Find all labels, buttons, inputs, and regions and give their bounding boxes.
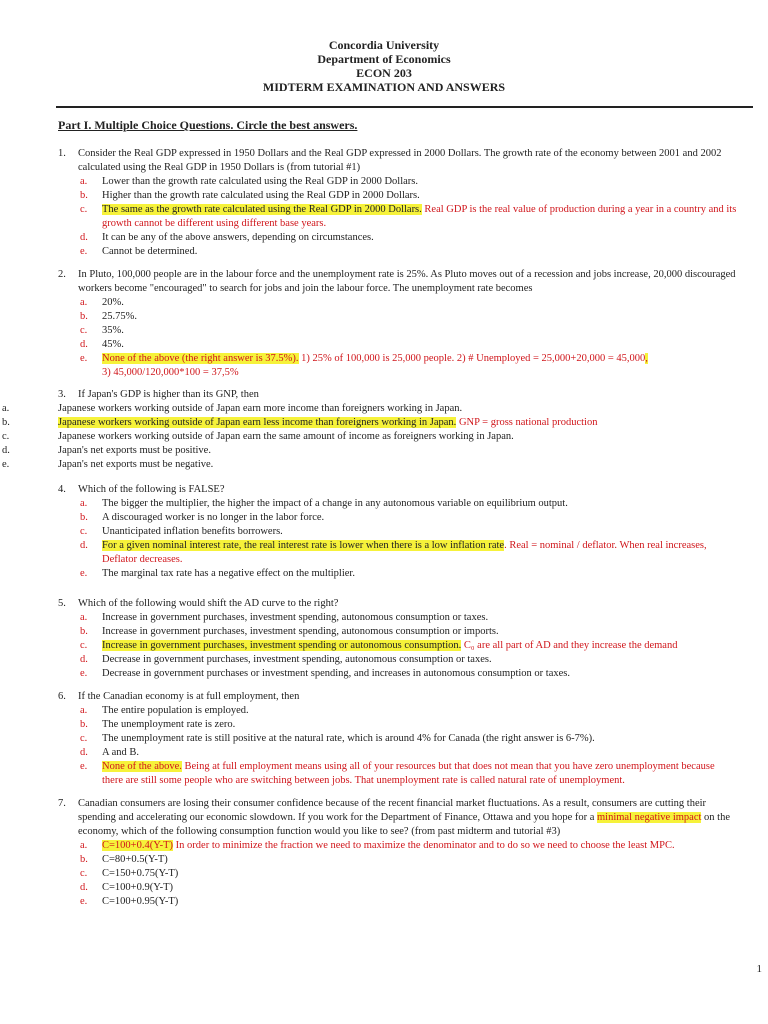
question-5: 5. Which of the following would shift the AD curve to the right? a. Increase in government purchases, investment spending, autonomous consumption or taxes. b. Increase in government purchases, investment spending, autonomous consumption or imports. c. Increase in government purchases, investment spending or autonomous consumption. C₀ are all part of AD and they increase the demand d. Decrease in government purchases, investment spending, autonomous consumption or taxes. e. Decrease in government purchases or investment spending, and increases in autonomous consumption or taxes. <box>58 597 738 681</box>
option-c: c. The unemployment rate is still positive at the natural rate, which is around 4% for Canada (the right answer is 6-7%). <box>80 733 595 744</box>
answer-note: In order to minimize the fraction we need to maximize the denominator and to do so we need to choose the least MPC. <box>173 840 675 851</box>
option-e: e. Cannot be determined. <box>80 246 198 257</box>
correct-answer-highlight: For a given nominal interest rate, the real interest rate is lower when there is a low inflation rate <box>102 540 505 551</box>
option-e-correct: e. None of the above (the right answer is 37.5%). 1) 25% of 100,000 is 25,000 people. 2) # Unemployed = 25,000+20,000 = 45,000, 3) 45,000/120,000*100 = 37,5% <box>80 353 648 378</box>
question-3: 3. If Japan's GDP is higher than its GNP, then a. Japanese workers working outside of Japan earn more income than foreigners working in Japan. b. Japanese workers working outside of Japan earn less income than foreigners working in Japan. GNP = gross national production c. Japanese workers working outside of Japan earn the same amount of income as foreigners working in Japan. d. Japan's net exports must be positive. e. Japan's net exports must be negative. <box>58 388 738 472</box>
stem-highlight: minimal negative impact <box>597 812 702 823</box>
option-b: b. Increase in government purchases, investment spending, autonomous consumption or imports. <box>80 626 499 637</box>
question-stem: In Pluto, 100,000 people are in the labour force and the unemployment rate is 25%. As Pluto moves out of a recession and jobs increase, 20,000 discouraged workers become "encouraged" to search for jobs and join the labour force. The unemployment rate becomes <box>78 269 736 294</box>
option-e-correct: e. None of the above. Being at full employment means using all of your resources but that does not mean that you have zero unemployment because there are still some people who are switching between jobs. That unemployment rate is called natural rate of unemployment. <box>80 761 715 786</box>
question-2: 2. In Pluto, 100,000 people are in the labour force and the unemployment rate is 25%. As Pluto moves out of a recession and jobs increase, 20,000 discouraged workers become "encouraged" to search for jobs and join the labour force. The unemployment rate becomes a. 20%. b. 25.75%. c. 35%. d. 45%. e. None of the above (the right answer is 37.5%). 1) 25% of 100,000 is 25,000 people. 2) # Unemployed = 25,000+20,000 = 45,000, 3) 45,000/120,000*100 = 37,5% <box>58 268 738 380</box>
course-code: ECON 203 <box>356 66 412 80</box>
correct-answer-highlight: Increase in government purchases, investment spending or autonomous consumption. <box>102 640 462 651</box>
option-d: d. 45%. <box>80 339 124 350</box>
question-stem: If the Canadian economy is at full employment, then <box>78 691 300 702</box>
option-e: e. C=100+0.95(Y-T) <box>80 896 179 907</box>
option-c-correct: c. The same as the growth rate calculated using the Real GDP in 2000 Dollars. Real GDP is the real value of production during a year in a country and its growth cannot be different using different base years. <box>80 204 737 229</box>
question-1 <box>58 147 738 259</box>
option-d-correct: d. For a given nominal interest rate, the real interest rate is lower when there is a low inflation rate. Real = nominal / deflator. When real increases, Deflator decreases. <box>80 540 707 565</box>
option-d: d. Japan's net exports must be positive. <box>2 445 211 456</box>
correct-answer-highlight: None of the above. <box>102 761 182 772</box>
answer-note: GNP = gross national production <box>456 417 598 428</box>
option-e: e. Decrease in government purchases or investment spending, and increases in autonomous consumption or taxes. <box>80 668 571 679</box>
option-c: c. Japanese workers working outside of Japan earn the same amount of income as foreigners working in Japan. <box>2 431 514 442</box>
option-a: a. 20%. <box>80 297 124 308</box>
question-6: 6. If the Canadian economy is at full employment, then a. The entire population is employed. b. The unemployment rate is zero. c. The unemployment rate is still positive at the natural rate, which is around 4% for Canada (the right answer is 6-7%). d. A and B. e. None of the above. Being at full employment means using all of your resources but that does not mean that you have zero unemployment because there are still some people who are switching between jobs. That unemployment rate is called natural rate of unemployment. <box>58 690 738 788</box>
option-b-correct: b. Japanese workers working outside of Japan earn less income than foreigners working in Japan. GNP = gross national production <box>2 417 598 428</box>
answer-note: Real GDP is the real value of production during a year in a country and its growth cannot be different using different base years. <box>102 204 737 229</box>
page-number: 1 <box>756 963 762 975</box>
option-e: e. Japan's net exports must be negative. <box>2 459 214 470</box>
option-c: c. 35%. <box>80 325 124 336</box>
answer-note: . Real = nominal / deflator. When real increases, Deflator decreases. <box>102 540 707 565</box>
answer-note-line2: 3) 45,000/120,000*100 = 37,5% <box>102 367 239 378</box>
question-number: 1. <box>58 148 66 159</box>
option-a: a. The entire population is employed. <box>80 705 249 716</box>
option-e: e. The marginal tax rate has a negative effect on the multiplier. <box>80 568 355 579</box>
option-b: b. The unemployment rate is zero. <box>80 719 236 730</box>
option-d: d. C=100+0.9(Y-T) <box>80 882 174 893</box>
question-stem: Which of the following would shift the AD curve to the right? <box>78 598 339 609</box>
option-d: d. A and B. <box>80 747 140 758</box>
option-d: d. Decrease in government purchases, investment spending, autonomous consumption or taxes. <box>80 654 492 665</box>
question-7: 7. Canadian consumers are losing their consumer confidence because of the recent financial market fluctuations. As a result, consumers are cutting their spending and accelerating our economic slowdown. If you work for the Department of Finance, Ottawa and you hope for a minimal negative impact on the economy, which of the following consumption function would you like to see? (from past midterm and tutorial #3) a. C=100+0.4(Y-T) In order to minimize the fraction we need to maximize the denominator and to do so we need to choose the least MPC. b. C=80+0.5(Y-T) c. C=150+0.75(Y-T) d. C=100+0.9(Y-T) e. C=100+0.95(Y-T) <box>58 797 738 909</box>
option-a: a. Increase in government purchases, investment spending, autonomous consumption or taxes. <box>80 612 489 623</box>
exam-title: MIDTERM EXAMINATION AND ANSWERS <box>262 80 506 94</box>
university-name: Concordia University <box>328 38 440 52</box>
question-stem: Canadian consumers are losing their consumer confidence because of the recent financial market fluctuations. As a result, consumers are cutting their spending and accelerating our economic slowdown. If you work for the Department of Finance, Ottawa and you hope for a <box>78 798 707 823</box>
question-stem: Which of the following is FALSE? <box>78 484 225 495</box>
option-a: a. Japanese workers working outside of Japan earn more income than foreigners working in Japan. <box>2 403 463 414</box>
option-c: c. Unanticipated inflation benefits borrowers. <box>80 526 283 537</box>
option-c-correct: c. Increase in government purchases, investment spending or autonomous consumption. C₀ are all part of AD and they increase the demand <box>80 640 678 651</box>
answer-note: 1) 25% of 100,000 is 25,000 people. 2) # Unemployed = 25,000+20,000 = 45,000 <box>298 353 646 364</box>
correct-answer-highlight: C=100+0.4(Y-T) <box>102 840 174 851</box>
option-b: b. A discouraged worker is no longer in the labor force. <box>80 512 325 523</box>
question-4: 4. Which of the following is FALSE? a. The bigger the multiplier, the higher the impact of a change in any autonomous variable on equilibrium output. b. A discouraged worker is no longer in the labor force. c. Unanticipated inflation benefits borrowers. d. For a given nominal interest rate, the real interest rate is lower when there is a low inflation rate. Real = nominal / deflator. When real increases, Deflator decreases. e. The marginal tax rate has a negative effect on the multiplier. <box>58 483 738 581</box>
document-header <box>0 0 768 94</box>
header-divider <box>56 106 753 108</box>
option-a: a. The bigger the multiplier, the higher the impact of a change in any autonomous variable on equilibrium output. <box>80 498 568 509</box>
department-name: Department of Economics <box>317 52 451 66</box>
correct-answer-highlight: Japanese workers working outside of Japan earn less income than foreigners working in Japan. <box>58 417 457 428</box>
question-stem: Consider the Real GDP expressed in 1950 Dollars and the Real GDP expressed in 2000 Dollars. The growth rate of the economy between 2001 and 2002 calculated using the Real GDP in 1950 Dollars is (from tutorial #1) <box>78 148 722 173</box>
option-b: b. 25.75%. <box>80 311 137 322</box>
option-b: b. Higher than the growth rate calculated using the Real GDP in 2000 Dollars. <box>80 190 420 201</box>
option-b: b. C=80+0.5(Y-T) <box>80 854 168 865</box>
answer-note: C₀ are all part of AD and they increase the demand <box>461 640 678 651</box>
option-a: a. Lower than the growth rate calculated using the Real GDP in 2000 Dollars. <box>80 176 418 187</box>
question-stem: If Japan's GDP is higher than its GNP, then <box>78 389 259 400</box>
part-title: Part I. Multiple Choice Questions. Circle the best answers. <box>58 118 358 132</box>
option-d: d. It can be any of the above answers, depending on circumstances. <box>80 232 374 243</box>
correct-answer-highlight: The same as the growth rate calculated using the Real GDP in 2000 Dollars. <box>102 204 422 215</box>
answer-note: Being at full employment means using all of your resources but that does not mean that you have zero unemployment because there are still some people who are switching between jobs. That unemployment rate is called natural rate of unemployment. <box>102 761 715 786</box>
option-a-correct: a. C=100+0.4(Y-T) In order to minimize the fraction we need to maximize the denominator and to do so we need to choose the least MPC. <box>80 840 675 851</box>
option-c: c. C=150+0.75(Y-T) <box>80 868 179 879</box>
correct-answer-highlight: None of the above (the right answer is 37.5%). <box>102 353 299 364</box>
